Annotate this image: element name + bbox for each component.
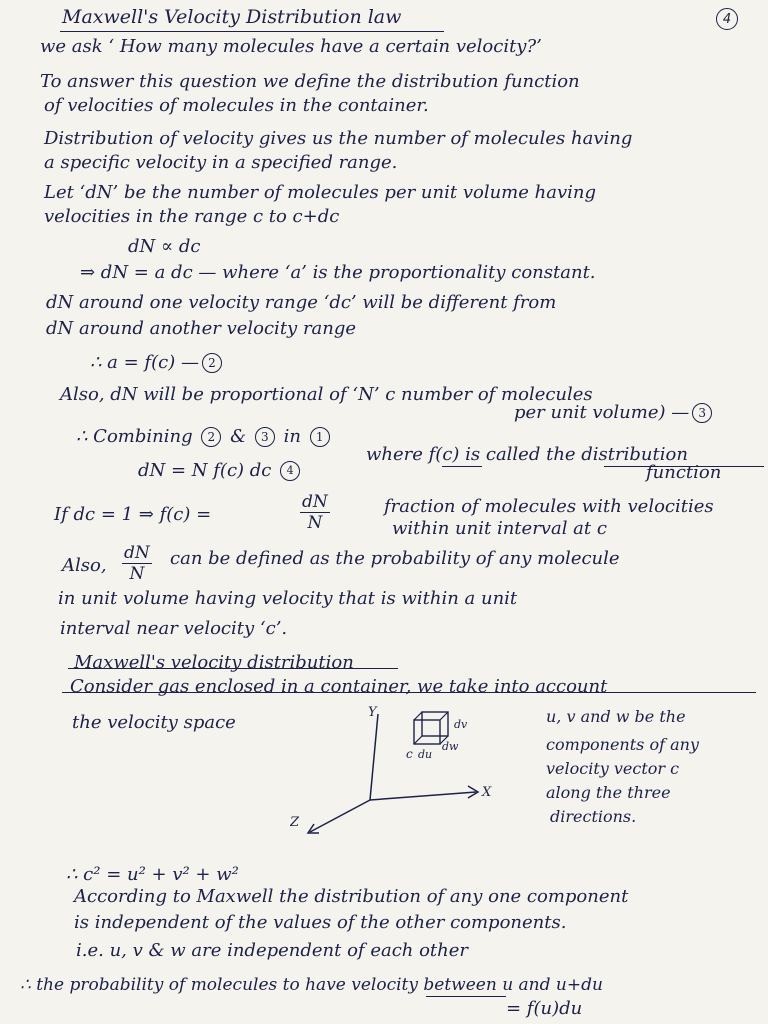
equation-text: ∴ a = f(c) — — [90, 352, 199, 373]
volume-edge — [414, 712, 422, 720]
text-fragment: per unit volume) — — [514, 402, 690, 423]
text-line: dN around another velocity range — [46, 318, 357, 339]
text-line: directions. — [550, 807, 637, 826]
equation-ref: 3 — [255, 427, 275, 447]
fraction — [122, 543, 152, 584]
label-dw: dw — [442, 740, 459, 753]
label-dv: dv — [454, 718, 468, 731]
text-line: where f(c) is called the distribution — [366, 444, 688, 465]
equation: ∴ c² = u² + v² + w² — [66, 864, 239, 885]
text-line: i.e. u, v & w are independent of each other — [76, 940, 469, 961]
equation-number: 4 — [280, 461, 300, 481]
equation — [90, 352, 225, 374]
text-line: components of any — [546, 735, 699, 754]
text-line: Distribution of velocity gives us the number of molecules having — [44, 128, 633, 149]
text-line: ∴ the probability of molecules to have velocity between u and u+du — [20, 975, 603, 995]
y-axis — [370, 714, 378, 800]
underline — [442, 466, 482, 467]
text-line: interval near velocity ‘c’. — [60, 618, 288, 639]
volume-edge — [440, 712, 448, 720]
text-line: Consider gas enclosed in a container, we take into account — [70, 676, 608, 697]
equation: If dc = 1 ⇒ f(c) = — [54, 504, 212, 525]
section-title: Maxwell's velocity distribution — [74, 652, 354, 673]
underline — [426, 996, 506, 997]
text-line: u, v and w be the — [546, 707, 686, 726]
equation — [138, 460, 303, 482]
equation-number: 2 — [202, 353, 222, 373]
label-du: du — [418, 748, 433, 761]
text-line: Also, — [62, 555, 107, 576]
z-axis — [310, 800, 370, 832]
fraction — [300, 492, 330, 533]
text-line: dN around one velocity range ‘dc’ will be different from — [46, 292, 557, 313]
text-line: According to Maxwell the distribution of any one component — [74, 886, 629, 907]
page-number: 4 — [716, 8, 738, 30]
equation-ref: 2 — [201, 427, 221, 447]
axis-label-y: Y — [368, 705, 377, 720]
fraction-denominator: N — [307, 513, 323, 533]
axis-label-x: X — [482, 785, 492, 800]
equation: dN ∝ dc — [128, 236, 201, 257]
equation-number: 3 — [692, 403, 712, 423]
equation: = f(u)du — [506, 998, 583, 1019]
equation-text: dN = N f(c) dc — [138, 460, 272, 481]
text-line: function — [646, 462, 722, 483]
text-line: Let ‘dN’ be the number of molecules per unit volume having — [44, 182, 596, 203]
equation: ⇒ dN = a dc — where ‘a’ is the proportionality constant. — [80, 262, 596, 283]
axis-label-z: Z — [290, 815, 300, 830]
text-line — [76, 426, 333, 448]
text-line: the velocity space — [72, 712, 236, 733]
text-line: we ask ‘ How many molecules have a certain velocity?’ — [40, 36, 542, 57]
text-fragment: in — [283, 426, 301, 447]
text-line: Also, dN will be proportional of ‘N’ c number of molecules — [60, 384, 593, 405]
velocity-space-diagram — [290, 700, 520, 840]
label-c: c — [406, 747, 413, 761]
text-line: To answer this question we define the distribution function — [40, 71, 580, 92]
title-underline — [60, 31, 444, 32]
text-line: of velocities of molecules in the container. — [44, 95, 429, 116]
text-fragment: & — [230, 426, 247, 447]
text-line: velocity vector c — [546, 759, 680, 778]
fraction-denominator: N — [129, 564, 145, 584]
section-underline — [68, 668, 398, 669]
text-line: a specific velocity in a specified range. — [44, 152, 398, 173]
text-line: within unit interval at c — [392, 518, 607, 539]
text-line: along the three — [546, 783, 671, 802]
text-line: fraction of molecules with velocities — [384, 496, 714, 517]
x-axis — [370, 792, 476, 800]
equation-ref: 1 — [310, 427, 330, 447]
text-fragment: ∴ Combining — [76, 426, 193, 447]
volume-edge — [414, 736, 422, 744]
fraction-numerator: dN — [124, 543, 150, 563]
equation — [514, 402, 715, 424]
text-line: in unit volume having velocity that is within a unit — [58, 588, 518, 609]
underline — [604, 466, 764, 467]
text-line: can be defined as the probability of any molecule — [170, 548, 620, 569]
text-line: velocities in the range c to c+dc — [44, 206, 340, 227]
text-line: is independent of the values of the other components. — [74, 912, 567, 933]
fraction-numerator: dN — [302, 492, 328, 512]
page-title: Maxwell's Velocity Distribution law — [62, 6, 402, 28]
